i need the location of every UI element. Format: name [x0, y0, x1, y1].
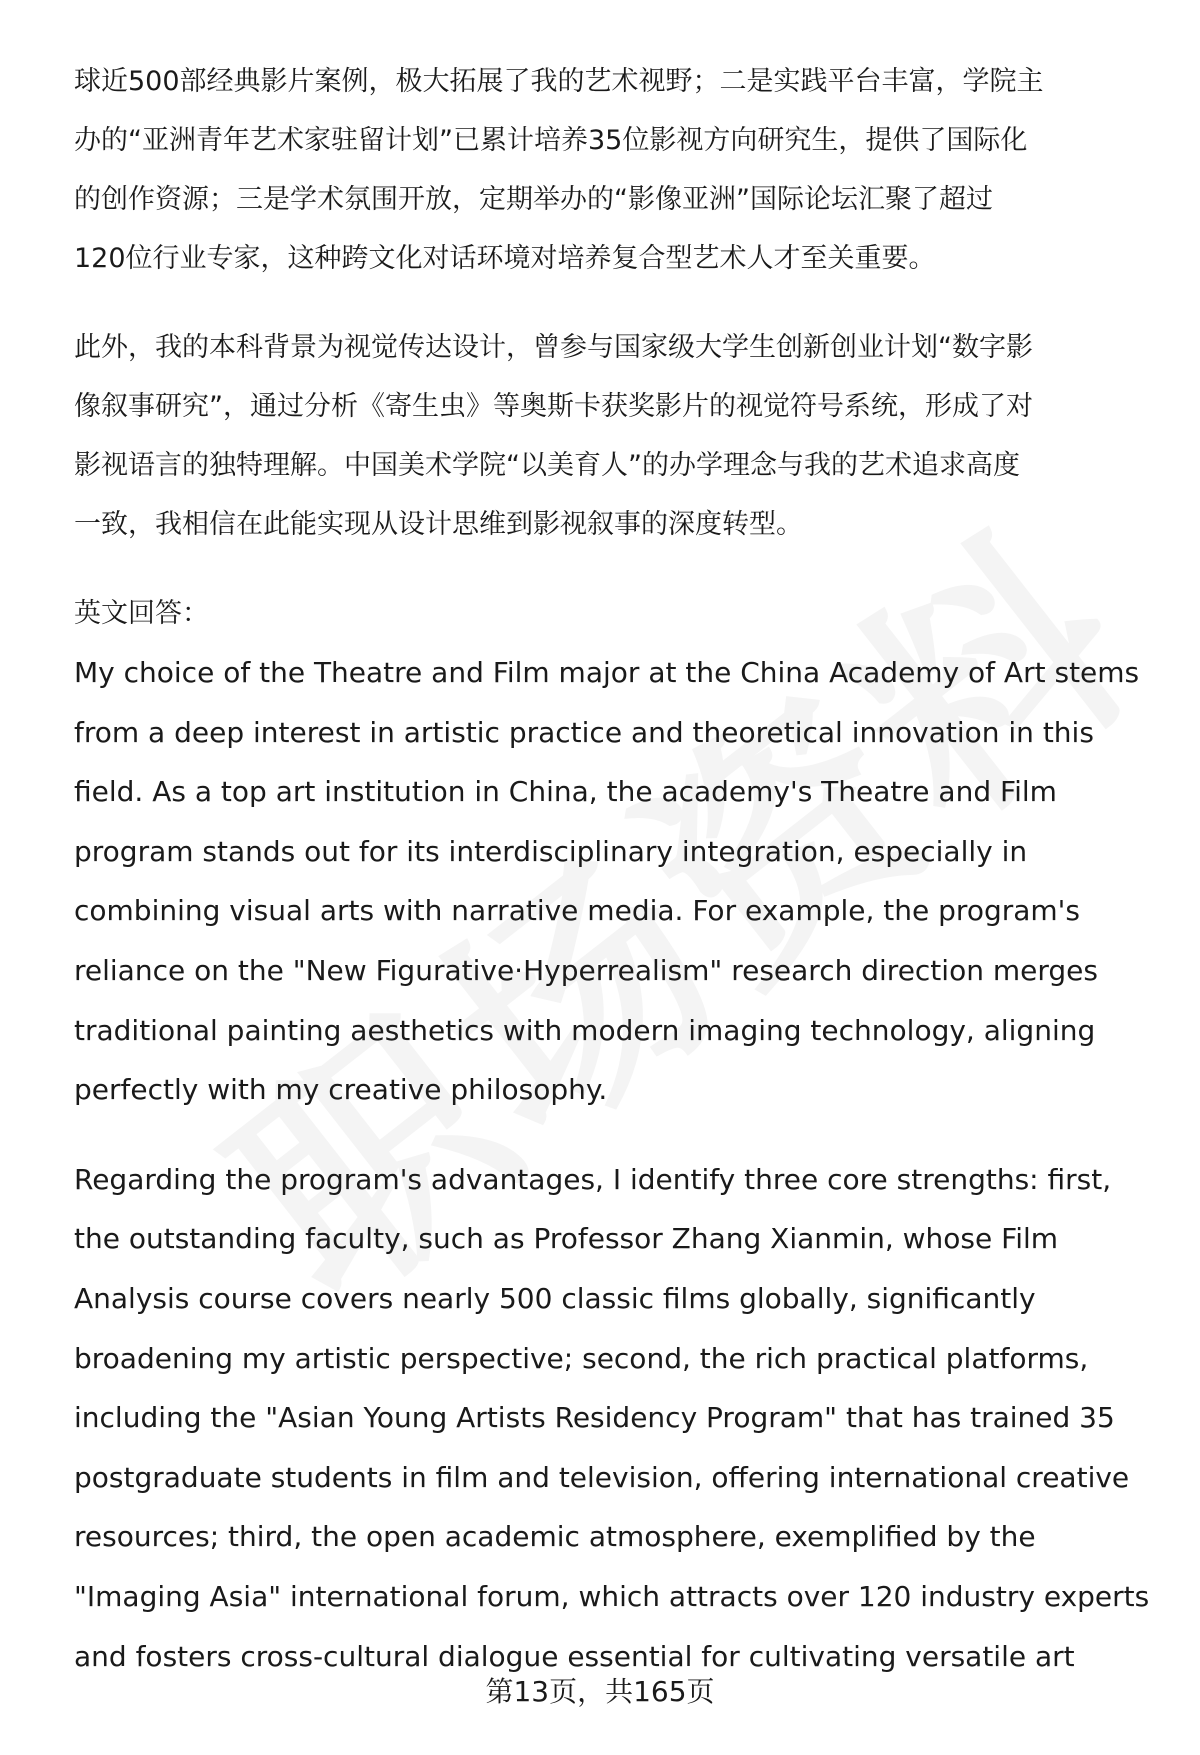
text-line: 此外，我的本科背景为视觉传达设计，曾参与国家级大学生创新创业计划“数字影	[74, 332, 1033, 363]
page-number: 第13页，共165页	[485, 1675, 715, 1708]
text-line: 的创作资源；三是学术氛围开放，定期举办的“影像亚洲”国际论坛汇聚了超过	[74, 184, 993, 215]
text-line: program stands out for its interdisciplinary integration, especially in	[74, 834, 1028, 868]
text-line: perfectly with my creative philosophy.	[74, 1073, 608, 1107]
text-line: including the "Asian Young Artists Residency Program" that has trained 35	[74, 1401, 1115, 1435]
text-line: traditional painting aesthetics with modern imaging technology, aligning	[74, 1013, 1096, 1047]
document-body	[74, 52, 1159, 1686]
text-line: 办的“亚洲青年艺术家驻留计划”已累计培养35位影视方向研究生，提供了国际化	[74, 125, 1028, 156]
zh-paragraph-1	[74, 52, 1159, 288]
text-line: "Imaging Asia" international forum, which attracts over 120 industry experts	[74, 1579, 1150, 1613]
english-answer-heading: 英文回答：	[74, 598, 209, 629]
text-line: resources; third, the open academic atmosphere, exemplified by the	[74, 1520, 1036, 1554]
text-line: My choice of the Theatre and Film major at the China Academy of Art stems	[74, 656, 1140, 689]
en-paragraph-1	[74, 643, 1159, 1120]
text-line: 像叙事研究”，通过分析《寄生虫》等奥斯卡获奖影片的视觉符号系统，形成了对	[74, 391, 1033, 422]
text-line: postgraduate students in film and television, offering international creative	[74, 1460, 1130, 1494]
text-line: 120位行业专家，这种跨文化对话环境对培养复合型艺术人才至关重要。	[74, 243, 936, 274]
en-paragraph-2	[74, 1150, 1159, 1686]
zh-paragraph-2	[74, 318, 1159, 554]
text-line: field. As a top art institution in China, the academy's Theatre and Film	[74, 775, 1057, 809]
text-line: combining visual arts with narrative media. For example, the program's	[74, 894, 1080, 928]
text-line: 影视语言的独特理解。中国美术学院“以美育人”的办学理念与我的艺术追求高度	[74, 450, 1020, 481]
text-line: broadening my artistic perspective; second, the rich practical platforms,	[74, 1341, 1089, 1375]
text-line: Analysis course covers nearly 500 classic films globally, significantly	[74, 1281, 1036, 1315]
text-line: Regarding the program's advantages, I identify three core strengths: first,	[74, 1162, 1112, 1196]
text-line: and fosters cross-cultural dialogue essential for cultivating versatile art	[74, 1639, 1075, 1673]
text-line: 一致，我相信在此能实现从设计思维到影视叙事的深度转型。	[74, 509, 803, 540]
text-line: reliance on the "New Figurative·Hyperrealism" research direction merges	[74, 953, 1098, 987]
text-line: 球近500部经典影片案例，极大拓展了我的艺术视野；二是实践平台丰富，学院主	[74, 66, 1044, 97]
text-line: from a deep interest in artistic practice and theoretical innovation in this	[74, 715, 1094, 749]
text-line: the outstanding faculty, such as Professor Zhang Xianmin, whose Film	[74, 1222, 1059, 1256]
